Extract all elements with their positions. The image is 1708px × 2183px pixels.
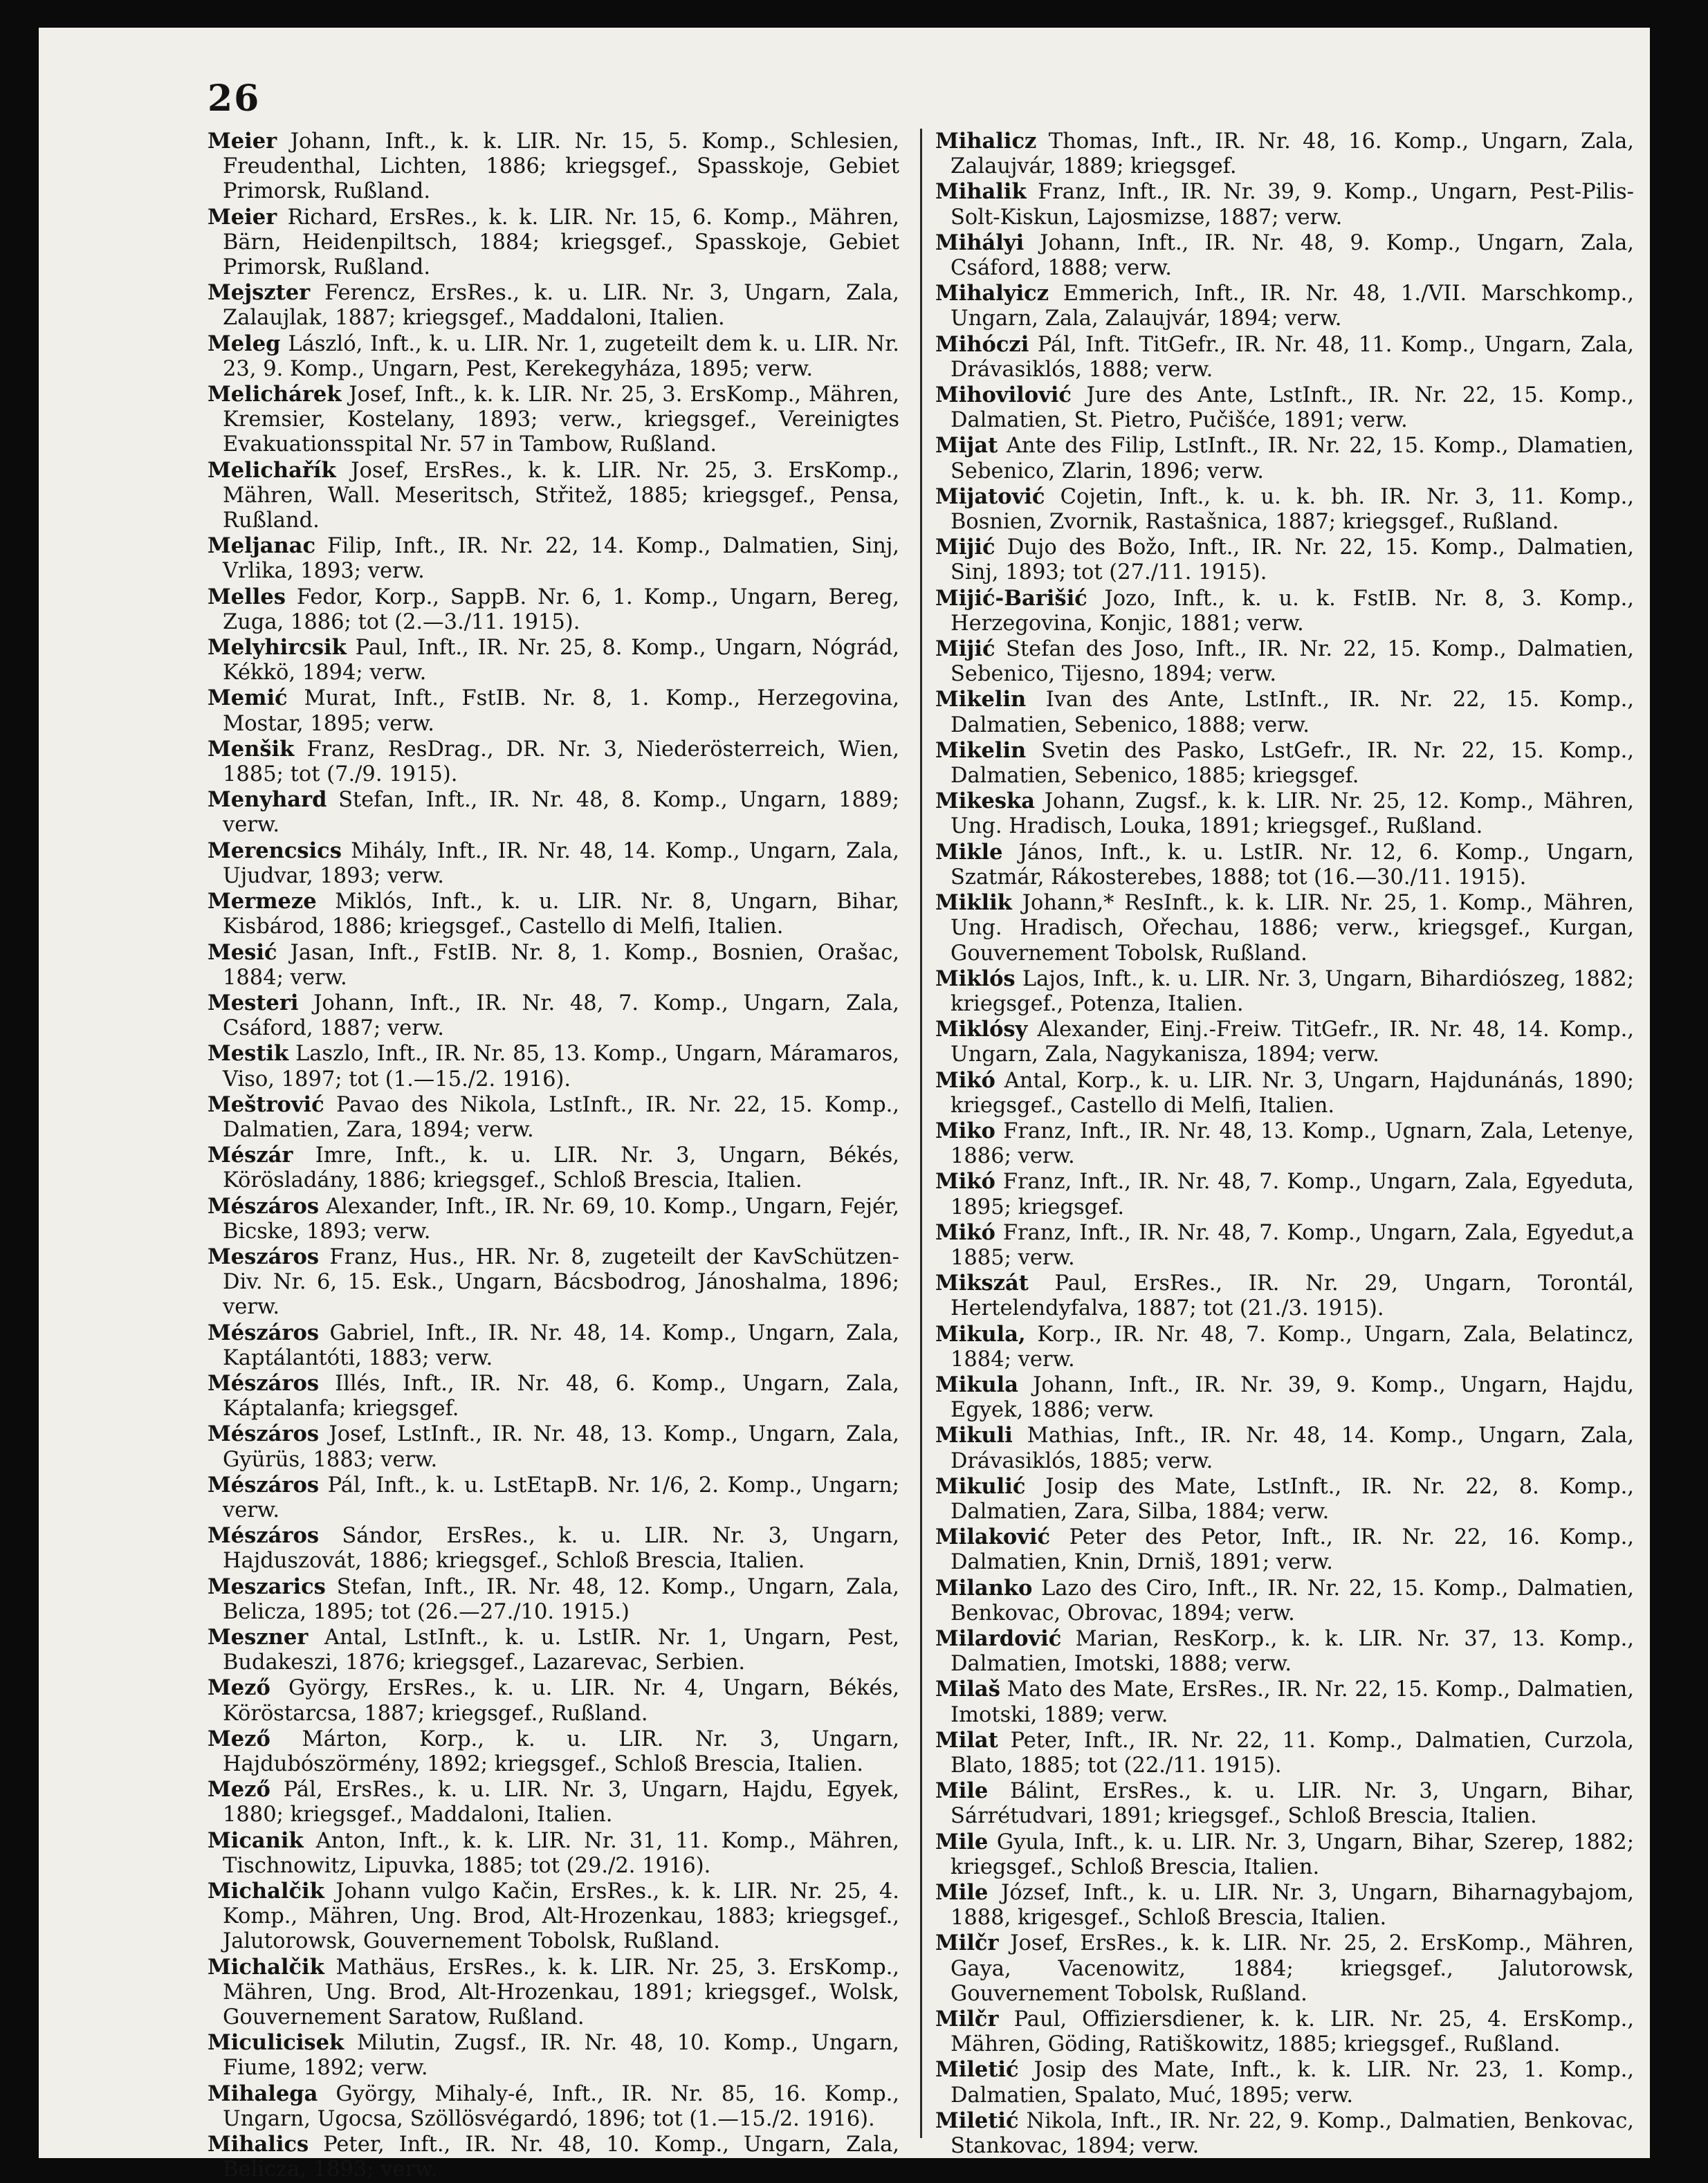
register-entry bbox=[935, 1931, 1634, 2007]
register-entry bbox=[935, 1778, 1634, 1829]
entry-details: Johann, Inft., IR. Nr. 48, 7. Komp., Ungarn, Zala, Csáford, 1887; verw. bbox=[223, 991, 899, 1041]
register-entry bbox=[935, 1474, 1634, 1525]
register-entry bbox=[208, 1523, 899, 1574]
register-entry bbox=[935, 433, 1634, 483]
entry-details: Alexander, Inft., IR. Nr. 69, 10. Komp., Ungarn, Fejér, Bicske, 1893; verw. bbox=[223, 1194, 899, 1244]
register-entry bbox=[208, 737, 899, 787]
entry-surname: Miklik bbox=[935, 890, 1012, 916]
entry-surname: Mihalik bbox=[935, 179, 1027, 205]
register-entry bbox=[208, 838, 899, 889]
register-entry bbox=[935, 535, 1634, 585]
entry-surname: Mermeze bbox=[208, 889, 317, 914]
entry-details: Antal, LstInft., k. u. LstIR. Nr. 1, Ungarn, Pest, Budakeszi, 1876; kriegsgef., Lazarevac, Serbien. bbox=[223, 1625, 899, 1675]
register-entry bbox=[208, 205, 899, 281]
entry-details: Stefan, Inft., IR. Nr. 48, 12. Komp., Ungarn, Zala, Belicza, 1895; tot (26.—27./10. 1915.) bbox=[223, 1574, 899, 1624]
entry-details: Filip, Inft., IR. Nr. 22, 14. Komp., Dalmatien, Sinj, Vrlika, 1893; verw. bbox=[223, 534, 899, 584]
entry-surname: Mihalics bbox=[208, 2132, 309, 2157]
entry-details: László, Inft., k. u. LIR. Nr. 1, zugeteilt dem k. u. LIR. Nr. 23, 9. Komp., Ungarn, Pest, Kerekegyháza, 1895; verw. bbox=[223, 331, 899, 381]
entry-surname: Mejszter bbox=[208, 280, 311, 306]
register-entry bbox=[208, 280, 899, 331]
entry-details: György, Mihaly-é, Inft., IR. Nr. 85, 16. Komp., Ungarn, Ugocsa, Szöllösvégardó, 1896; tot (1.—15./2. 1916). bbox=[223, 2081, 899, 2131]
register-entry bbox=[208, 1473, 899, 1523]
register-entry bbox=[935, 1169, 1634, 1219]
register-entry bbox=[935, 1626, 1634, 1677]
entry-surname: Mikula bbox=[935, 1372, 1019, 1397]
entry-surname: Mihalega bbox=[208, 2081, 318, 2106]
entry-details: Milutin, Zugsf., IR. Nr. 48, 10. Komp., Ungarn, Fiume, 1892; verw. bbox=[223, 2031, 899, 2081]
register-entry bbox=[935, 1271, 1634, 1321]
entry-details: Franz, Inft., IR. Nr. 39, 9. Komp., Ungarn, Pest-Pilis-Solt-Kiskun, Lajosmizse, 1887; verw. bbox=[951, 180, 1634, 230]
entry-details: Gabriel, Inft., IR. Nr. 48, 14. Komp., Ungarn, Zala, Kaptálantóti, 1883; verw. bbox=[223, 1320, 899, 1370]
entry-surname: Mesteri bbox=[208, 990, 299, 1015]
register-entry bbox=[208, 1625, 899, 1675]
register-entry bbox=[935, 687, 1634, 737]
entry-surname: Mijatović bbox=[935, 483, 1045, 509]
register-entry bbox=[208, 991, 899, 1041]
entry-details: Nikola, Inft., IR. Nr. 22, 9. Komp., Dalmatien, Benkovac, Stankovac, 1894; verw. bbox=[951, 2108, 1634, 2159]
entry-details: Ivan des Ante, LstInft., IR. Nr. 22, 15. Komp., Dalmatien, Sebenico, 1888; verw. bbox=[951, 688, 1634, 737]
entry-surname: Mikó bbox=[935, 1067, 995, 1093]
entry-surname: Mészáros bbox=[208, 1421, 320, 1447]
entry-details: Laszlo, Inft., IR. Nr. 85, 13. Komp., Ungarn, Máramaros, Viso, 1897; tot (1.—15./2. 1916). bbox=[223, 1042, 900, 1092]
register-entry bbox=[935, 2057, 1634, 2108]
entry-details: Stefan des Joso, Inft., IR. Nr. 22, 15. Komp., Dalmatien, Sebenico, Tijesno, 1894; verw. bbox=[951, 637, 1634, 687]
entry-details: Franz, ResDrag., DR. Nr. 3, Niederösterreich, Wien, 1885; tot (7./9. 1915). bbox=[223, 737, 899, 787]
entry-details: Paul, Offiziersdiener, k. k. LIR. Nr. 25, 4. ErsKomp., Mähren, Göding, Ratiškowitz, 1885; kriegsgef., Rußland. bbox=[951, 2007, 1634, 2057]
entry-surname: Mile bbox=[935, 1880, 989, 1906]
entry-surname: Meszáros bbox=[208, 1244, 320, 1269]
register-entry bbox=[935, 1830, 1634, 1880]
entry-surname: Michalčik bbox=[208, 1879, 324, 1904]
entry-surname: Memić bbox=[208, 685, 288, 711]
register-entry bbox=[935, 1728, 1634, 1778]
register-entry bbox=[208, 940, 899, 991]
entry-details: Dujo des Božo, Inft., IR. Nr. 22, 15. Komp., Dalmatien, Sinj, 1893; tot (27./11. 1915). bbox=[951, 535, 1634, 585]
entry-surname: Menšik bbox=[208, 736, 295, 762]
entry-details: Johann, Inft., k. k. LIR. Nr. 15, 5. Komp., Schlesien, Freudenthal, Lichten, 1886; kriegsgef., Spasskoje, Gebiet Primorsk, Rußland. bbox=[223, 129, 899, 204]
entry-surname: Mészár bbox=[208, 1143, 293, 1168]
register-entry bbox=[935, 636, 1634, 687]
entry-details: Gyula, Inft., k. u. LIR. Nr. 3, Ungarn, Bihar, Szerep, 1882; kriegsgef., Schloß Brescia, Italien. bbox=[951, 1830, 1634, 1879]
entry-details: Antal, Korp., k. u. LIR. Nr. 3, Ungarn, Hajdunánás, 1890; kriegsgef., Castello di Melfi, Italien. bbox=[951, 1068, 1634, 1118]
entry-surname: Meier bbox=[208, 204, 277, 230]
entry-surname: Milčr bbox=[935, 1931, 999, 1956]
entry-details: Ferencz, ErsRes., k. u. LIR. Nr. 3, Ungarn, Zala, Zalaujlak, 1887; kriegsgef., Maddaloni, Italien. bbox=[223, 281, 900, 331]
entry-surname: Mile bbox=[935, 1778, 989, 1804]
entry-details: Josef, Inft., k. k. LIR. Nr. 25, 3. ErsKomp., Mähren, Kremsier, Kostelany, 1893; verw., kriegsgef., Vereinigtes Evakuationsspital Nr. 57 in Tambow, Rußland. bbox=[223, 383, 899, 457]
entry-surname: Meljanac bbox=[208, 533, 316, 559]
register-entry bbox=[208, 2132, 899, 2182]
entry-surname: Milaš bbox=[935, 1677, 1000, 1702]
entry-details: Imre, Inft., k. u. LIR. Nr. 3, Ungarn, Békés, Körösladány, 1886; kriegsgef., Schloß Brescia, Italien. bbox=[223, 1143, 899, 1193]
register-entry bbox=[208, 685, 899, 736]
register-entry bbox=[935, 1880, 1634, 1931]
entry-surname: Milardović bbox=[935, 1625, 1062, 1651]
entry-surname: Mészáros bbox=[208, 1370, 320, 1396]
entry-details: Sándor, ErsRes., k. u. LIR. Nr. 3, Ungarn, Hajduszovát, 1886; kriegsgef., Schloß Brescia, Italien. bbox=[223, 1524, 899, 1574]
entry-details: Fedor, Korp., SappB. Nr. 6, 1. Komp., Ungarn, Bereg, Zuga, 1886; tot (2.—3./11. 1915). bbox=[223, 584, 899, 634]
register-entry bbox=[208, 1828, 899, 1879]
register-entry bbox=[208, 1777, 899, 1827]
entry-surname: Miko bbox=[935, 1118, 995, 1143]
entry-surname: Michalčik bbox=[208, 1954, 324, 1980]
entry-surname: Mijat bbox=[935, 433, 998, 459]
entry-surname: Mihovilović bbox=[935, 383, 1072, 408]
entry-surname: Mikelin bbox=[935, 737, 1027, 763]
entry-details: Franz, Inft., IR. Nr. 48, 7. Komp., Ungarn, Zala, Egyeduta, 1895; kriegsgef. bbox=[951, 1170, 1634, 1219]
entry-details: Pál, ErsRes., k. u. LIR. Nr. 3, Ungarn, Hajdu, Egyek, 1880; kriegsgef., Maddaloni, Italien. bbox=[223, 1778, 899, 1827]
entry-details: Peter, Inft., IR. Nr. 22, 11. Komp., Dalmatien, Curzola, Blato, 1885; tot (22./11. 1915). bbox=[951, 1728, 1634, 1778]
entry-details: Johann, Zugsf., k. k. LIR. Nr. 25, 12. Komp., Mähren, Ung. Hradisch, Louka, 1891; kriegsgef., Rußland. bbox=[951, 789, 1634, 839]
entry-surname: Miklós bbox=[935, 966, 1016, 991]
register-entry bbox=[935, 230, 1634, 281]
entry-details: Cojetin, Inft., k. u. k. bh. IR. Nr. 3, 11. Komp., Bosnien, Zvornik, Rastašnica, 1887; kriegsgef., Rußland. bbox=[951, 484, 1634, 535]
entry-details: Paul, Inft., IR. Nr. 25, 8. Komp., Ungarn, Nógrád, Kékkö, 1894; verw. bbox=[223, 636, 899, 685]
entry-details: Josip des Mate, LstInft., IR. Nr. 22, 8. Komp., Dalmatien, Zara, Silba, 1884; verw. bbox=[951, 1474, 1634, 1524]
entry-surname: Mijić bbox=[935, 636, 995, 662]
register-entry bbox=[208, 787, 899, 838]
register-entry bbox=[208, 889, 899, 939]
page-number: 26 bbox=[208, 77, 261, 120]
entry-details: Josip des Mate, Inft., k. k. LIR. Nr. 23, 1. Komp., Dalmatien, Spalato, Muć, 1895; verw. bbox=[951, 2058, 1634, 2108]
register-entry bbox=[935, 586, 1634, 636]
entry-surname: Miculicisek bbox=[208, 2030, 345, 2056]
entry-surname: Miletić bbox=[935, 2057, 1019, 2083]
entry-details: Marian, ResKorp., k. k. LIR. Nr. 37, 13. Komp., Dalmatien, Imotski, 1888; verw. bbox=[951, 1626, 1634, 1677]
entry-details: Pavao des Nikola, LstInft., IR. Nr. 22, 15. Komp., Dalmatien, Zara, 1894; verw. bbox=[223, 1092, 899, 1142]
entry-surname: Mészáros bbox=[208, 1320, 320, 1345]
entry-details: Peter, Inft., IR. Nr. 48, 10. Komp., Ungarn, Zala, Belicza, 1893; verw. bbox=[223, 2133, 899, 2182]
register-entry bbox=[208, 331, 899, 382]
entry-surname: Mestik bbox=[208, 1041, 289, 1067]
entry-details: János, Inft., k. u. LstIR. Nr. 12, 6. Komp., Ungarn, Szatmár, Rákosterebes, 1888; tot (16.—30./11. 1915). bbox=[951, 840, 1634, 890]
entry-details: Johann, Inft., IR. Nr. 48, 9. Komp., Ungarn, Zala, Csáford, 1888; verw. bbox=[951, 230, 1634, 281]
register-entry bbox=[935, 484, 1634, 535]
register-entry bbox=[935, 1220, 1634, 1271]
entry-surname: Milanko bbox=[935, 1575, 1033, 1601]
right-column bbox=[935, 129, 1634, 2159]
register-entry bbox=[208, 1574, 899, 1625]
entry-details: Lazo des Ciro, Inft., IR. Nr. 22, 15. Komp., Dalmatien, Benkovac, Obrovac, 1894; verw. bbox=[951, 1576, 1634, 1625]
entry-surname: Meleg bbox=[208, 331, 281, 356]
entry-details: Murat, Inft., FstIB. Nr. 8, 1. Komp., Herzegovina, Mostar, 1895; verw. bbox=[223, 686, 899, 736]
entry-details: Mato des Mate, ErsRes., IR. Nr. 22, 15. Komp., Dalmatien, Imotski, 1889; verw. bbox=[951, 1677, 1634, 1727]
entry-details: Peter des Petor, Inft., IR. Nr. 22, 16. Komp., Dalmatien, Knin, Drniš, 1891; verw. bbox=[951, 1525, 1634, 1575]
register-entry bbox=[935, 1017, 1634, 1067]
register-entry bbox=[208, 533, 899, 584]
column-divider bbox=[920, 129, 922, 2138]
entry-surname: Mikuli bbox=[935, 1423, 1013, 1448]
entry-details: Mihály, Inft., IR. Nr. 48, 14. Komp., Ungarn, Zala, Ujudvar, 1893; verw. bbox=[223, 838, 900, 888]
entry-surname: Mészáros bbox=[208, 1523, 320, 1549]
entry-surname: Melles bbox=[208, 584, 286, 609]
register-entry bbox=[208, 129, 899, 205]
entry-surname: Mikó bbox=[935, 1169, 995, 1195]
entry-surname: Mikszát bbox=[935, 1271, 1029, 1296]
entry-surname: Mező bbox=[208, 1777, 270, 1803]
entry-details: Emmerich, Inft., IR. Nr. 48, 1./VII. Marschkomp., Ungarn, Zala, Zalaujvár, 1894; verw. bbox=[951, 282, 1634, 331]
entry-details: József, Inft., k. u. LIR. Nr. 3, Ungarn, Biharnagybajom, 1888, krigesgef., Schloß Brescia, Italien. bbox=[951, 1881, 1634, 1931]
entry-surname: Meszner bbox=[208, 1624, 309, 1650]
entry-surname: Mihalicz bbox=[935, 129, 1037, 154]
entry-details: Franz, Hus., HR. Nr. 8, zugeteilt der KavSchützen-Div. Nr. 6, 15. Esk., Ungarn, Bácsbodrog, Jánoshalma, 1896; verw. bbox=[223, 1244, 899, 1320]
register-entry bbox=[208, 2030, 899, 2081]
entry-details: Josef, ErsRes., k. k. LIR. Nr. 25, 3. ErsKomp., Mähren, Wall. Meseritsch, Střitež, 1885; kriegsgef., Pensa, Rußland. bbox=[223, 458, 899, 533]
register-entry bbox=[935, 332, 1634, 383]
register-entry bbox=[208, 1143, 899, 1193]
entry-details: Alexander, Einj.-Freiw. TitGefr., IR. Nr. 48, 14. Komp., Ungarn, Zala, Nagykanisza, 1894; verw. bbox=[951, 1017, 1634, 1067]
entry-surname: Mijić bbox=[935, 535, 995, 560]
register-entry bbox=[935, 789, 1634, 839]
entry-surname: Menyhard bbox=[208, 787, 327, 813]
register-entry bbox=[208, 1244, 899, 1320]
entry-surname: Mile bbox=[935, 1829, 989, 1854]
entry-details: Bálint, ErsRes., k. u. LIR. Nr. 3, Ungarn, Bihar, Sárrétudvari, 1891; kriegsgef., Schloß Brescia, Italien. bbox=[951, 1779, 1634, 1829]
entry-details: Josef, LstInft., IR. Nr. 48, 13. Komp., Ungarn, Zala, Gyürüs, 1883; verw. bbox=[223, 1422, 900, 1472]
register-entry bbox=[935, 1423, 1634, 1473]
register-entry bbox=[935, 1677, 1634, 1727]
register-entry bbox=[208, 382, 899, 458]
entry-details: Josef, ErsRes., k. k. LIR. Nr. 25, 2. ErsKomp., Mähren, Gaya, Vacenowitz, 1884; kriegsgef., Jalutorowsk, Gouvernement Tobolsk, Rußland. bbox=[951, 1931, 1634, 2006]
entry-details: Franz, Inft., IR. Nr. 48, 7. Komp., Ungarn, Zala, Egyedut,a 1885; verw. bbox=[951, 1220, 1634, 1270]
entry-surname: Melichárek bbox=[208, 382, 342, 407]
register-entry bbox=[208, 1092, 899, 1143]
register-entry bbox=[935, 2007, 1634, 2057]
entry-surname: Mészáros bbox=[208, 1193, 320, 1219]
entry-details: Korp., IR. Nr. 48, 7. Komp., Ungarn, Zala, Belatincz, 1884; verw. bbox=[951, 1322, 1634, 1372]
register-entry bbox=[208, 1955, 899, 2031]
entry-details: Jasan, Inft., FstIB. Nr. 8, 1. Komp., Bosnien, Orašac, 1884; verw. bbox=[223, 940, 899, 990]
register-entry bbox=[935, 281, 1634, 331]
entry-surname: Melichařík bbox=[208, 457, 336, 483]
register-entry bbox=[208, 1675, 899, 1726]
register-entry bbox=[935, 1525, 1634, 1575]
entry-details: Franz, Inft., IR. Nr. 48, 13. Komp., Ugnarn, Zala, Letenye, 1886; verw. bbox=[951, 1118, 1634, 1169]
entry-surname: Micanik bbox=[208, 1827, 304, 1853]
entry-details: Stefan, Inft., IR. Nr. 48, 8. Komp., Ungarn, 1889; verw. bbox=[223, 788, 899, 838]
entry-details: György, ErsRes., k. u. LIR. Nr. 4, Ungarn, Békés, Köröstarcsa, 1887; kriegsgef., Rußland. bbox=[223, 1676, 899, 1726]
entry-surname: Mihóczi bbox=[935, 331, 1029, 357]
entry-details: Paul, ErsRes., IR. Nr. 29, Ungarn, Torontál, Hertelendyfalva, 1887; tot (21./3. 1915). bbox=[951, 1271, 1634, 1321]
entry-surname: Milčr bbox=[935, 2007, 999, 2032]
entry-surname: Miletić bbox=[935, 2108, 1019, 2133]
entry-surname: Mikeska bbox=[935, 789, 1035, 814]
register-entry bbox=[935, 1118, 1634, 1169]
entry-surname: Melyhircsik bbox=[208, 635, 347, 661]
register-entry bbox=[935, 1576, 1634, 1626]
entry-details: Johann,* ResInft., k. k. LIR. Nr. 25, 1. Komp., Mähren, Ung. Hradisch, Ořechau, 1886; verw., kriegsgef., Kurgan, Gouvernement Tobolsk, Rußland. bbox=[951, 891, 1634, 966]
register-entry bbox=[935, 129, 1634, 179]
entry-surname: Meszarics bbox=[208, 1574, 326, 1599]
entry-surname: Mikó bbox=[935, 1219, 995, 1245]
register-entry bbox=[935, 383, 1634, 433]
register-entry bbox=[935, 2108, 1634, 2159]
register-entry bbox=[208, 1879, 899, 1955]
register-entry bbox=[208, 1320, 899, 1371]
register-entry bbox=[935, 966, 1634, 1017]
entry-surname: Mikulić bbox=[935, 1473, 1026, 1499]
entry-details: Pál, Inft., k. u. LstEtapB. Nr. 1/6, 2. Komp., Ungarn; verw. bbox=[223, 1473, 899, 1522]
register-entry bbox=[935, 890, 1634, 966]
register-entry bbox=[208, 1421, 899, 1472]
entry-details: Richard, ErsRes., k. k. LIR. Nr. 15, 6. Komp., Mähren, Bärn, Heidenpiltsch, 1884; kriegsgef., Spasskoje, Gebiet Primorsk, Rußland. bbox=[223, 205, 899, 280]
entry-surname: Milat bbox=[935, 1727, 998, 1753]
entry-details: Pál, Inft. TitGefr., IR. Nr. 48, 11. Komp., Ungarn, Zala, Drávasiklós, 1888; verw. bbox=[951, 332, 1634, 382]
entry-details: Thomas, Inft., IR. Nr. 48, 16. Komp., Ungarn, Zala, Zalaujvár, 1889; kriegsgef. bbox=[951, 129, 1634, 179]
register-entry bbox=[935, 1322, 1634, 1372]
register-entry bbox=[208, 458, 899, 534]
register-entry bbox=[208, 635, 899, 685]
left-column bbox=[208, 129, 899, 2182]
entry-surname: Miklósy bbox=[935, 1017, 1028, 1042]
entry-details: Ante des Filip, LstInft., IR. Nr. 22, 15. Komp., Dlamatien, Sebenico, Zlarin, 1896; verw. bbox=[951, 434, 1634, 483]
entry-surname: Merencsics bbox=[208, 838, 342, 863]
register-entry bbox=[208, 1726, 899, 1777]
entry-details: Johann vulgo Kačin, ErsRes., k. k. LIR. Nr. 25, 4. Komp., Mähren, Ung. Brod, Alt-Hrozenkau, 1883; kriegsgef., Jalutorowsk, Gouvernement Tobolsk, Rußland. bbox=[223, 1879, 899, 1954]
entry-surname: Mikle bbox=[935, 839, 1003, 865]
entry-details: Jozo, Inft., k. u. k. FstIB. Nr. 8, 3. Komp., Herzegovina, Konjic, 1881; verw. bbox=[951, 586, 1634, 636]
entry-surname: Meštrović bbox=[208, 1092, 324, 1117]
entry-surname: Mihályi bbox=[935, 230, 1025, 255]
entry-details: Mathäus, ErsRes., k. k. LIR. Nr. 25, 3. ErsKomp., Mähren, Ung. Brod, Alt-Hrozenkau, 1891; kriegsgef., Wolsk, Gouvernement Saratow, Rußland. bbox=[223, 1955, 899, 2030]
entry-surname: Mesić bbox=[208, 939, 277, 965]
entry-surname: Mikula, bbox=[935, 1321, 1026, 1347]
entry-surname: Mijić-Barišić bbox=[935, 585, 1087, 611]
register-entry bbox=[208, 2081, 899, 2132]
register-entry bbox=[935, 840, 1634, 890]
register-entry bbox=[208, 1194, 899, 1244]
entry-surname: Meier bbox=[208, 129, 277, 154]
entry-details: Illés, Inft., IR. Nr. 48, 6. Komp., Ungarn, Zala, Káptalanfa; kriegsgef. bbox=[223, 1371, 899, 1421]
entry-details: Anton, Inft., k. k. LIR. Nr. 31, 11. Komp., Mähren, Tischnowitz, Lipuvka, 1885; tot (29./2. 1916). bbox=[223, 1828, 899, 1878]
register-entry bbox=[935, 738, 1634, 789]
entry-details: Márton, Korp., k. u. LIR. Nr. 3, Ungarn, Hajdubószörmény, 1892; kriegsgef., Schloß Brescia, Italien. bbox=[223, 1726, 899, 1776]
entry-surname: Mező bbox=[208, 1726, 270, 1751]
register-entry bbox=[208, 1371, 899, 1421]
entry-details: Jure des Ante, LstInft., IR. Nr. 22, 15. Komp., Dalmatien, St. Pietro, Pučišće, 1891; verw. bbox=[951, 383, 1634, 433]
entry-details: Lajos, Inft., k. u. LIR. Nr. 3, Ungarn, Bihardiószeg, 1882; kriegsgef., Potenza, Italien. bbox=[951, 966, 1634, 1016]
register-entry bbox=[208, 1041, 899, 1092]
register-entry bbox=[935, 1068, 1634, 1118]
entry-surname: Mikelin bbox=[935, 687, 1027, 712]
register-entry bbox=[935, 1372, 1634, 1423]
entry-details: Johann, Inft., IR. Nr. 39, 9. Komp., Ungarn, Hajdu, Egyek, 1886; verw. bbox=[951, 1372, 1634, 1423]
entry-surname: Mező bbox=[208, 1675, 270, 1701]
entry-surname: Milaković bbox=[935, 1525, 1051, 1550]
entry-details: Mathias, Inft., IR. Nr. 48, 14. Komp., Ungarn, Zala, Drávasiklós, 1885; verw. bbox=[951, 1424, 1634, 1473]
entry-details: Miklós, Inft., k. u. LIR. Nr. 8, Ungarn, Bihar, Kisbárod, 1886; kriegsgef., Castello di Melfi, Italien. bbox=[223, 890, 899, 939]
entry-details: Svetin des Pasko, LstGefr., IR. Nr. 22, 15. Komp., Dalmatien, Sebenico, 1885; kriegsgef. bbox=[951, 738, 1634, 789]
entry-surname: Mihalyicz bbox=[935, 281, 1049, 306]
entry-surname: Mészáros bbox=[208, 1472, 320, 1498]
register-entry bbox=[935, 179, 1634, 230]
register-entry bbox=[208, 584, 899, 635]
